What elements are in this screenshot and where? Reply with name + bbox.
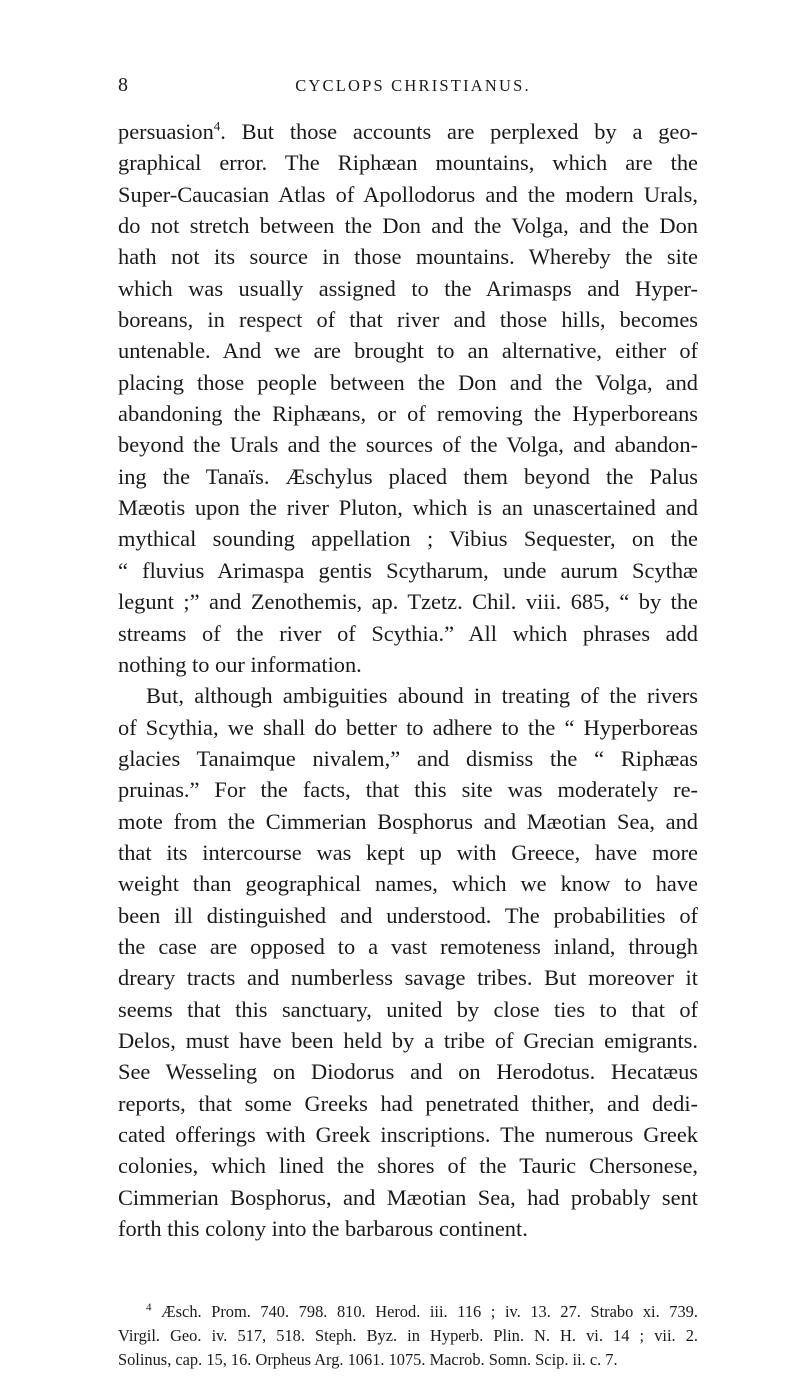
- running-title: CYCLOPS CHRISTIANUS.: [295, 76, 531, 95]
- text-line: weight than geographical names, which we know to have: [118, 871, 698, 897]
- text-line: “ fluvius Arimaspa gentis Scytharum, unde aurum Scythæ: [118, 557, 698, 583]
- text-line: the case are opposed to a vast remoteness inland, through: [118, 933, 698, 959]
- text-line: been ill distinguished and understood. The probabilities of: [118, 902, 698, 928]
- text-line: do not stretch between the Don and the Volga, and the Don: [118, 213, 698, 239]
- body-text: [118, 116, 698, 1244]
- text-line: [118, 116, 698, 147]
- footnote-mark: 4: [146, 1301, 152, 1314]
- text-line: Delos, must have been held by a tribe of Grecian emigrants.: [118, 1027, 698, 1053]
- footnote-line: Solinus, cap. 15, 16. Orpheus Arg. 1061. 1075. Macrob. Somn. Scip. ii. c. 7.: [118, 1350, 618, 1369]
- text-line: Mæotis upon the river Pluton, which is an unascertained and: [118, 495, 698, 521]
- text-line: But, although ambiguities abound in treating of the rivers: [146, 683, 698, 709]
- text-line: reports, that some Greeks had penetrated thither, and dedi-: [118, 1090, 698, 1116]
- footnote-line: Virgil. Geo. iv. 517, 518. Steph. Byz. in Hyperb. Plin. N. H. vi. 14 ; vii. 2.: [118, 1326, 698, 1345]
- text-line: of Scythia, we shall do better to adhere to the “ Hyperboreas: [118, 714, 698, 740]
- text-line: placing those people between the Don and the Volga, and: [118, 369, 698, 395]
- text-line: ing the Tanaïs. Æschylus placed them beyond the Palus: [118, 463, 698, 489]
- text-line: untenable. And we are brought to an alternative, either of: [118, 338, 698, 364]
- text-line: nothing to our information.: [118, 651, 362, 677]
- text-line: Super-Caucasian Atlas of Apollodorus and the modern Urals,: [118, 181, 698, 207]
- text-line: glacies Tanaimque nivalem,” and dismiss the “ Riphæas: [118, 745, 698, 771]
- running-head: [118, 74, 678, 102]
- paragraph-2: [118, 680, 698, 1244]
- text-line-rest: . But those accounts are perplexed by a geo-: [220, 119, 698, 144]
- footnotes: [118, 1300, 698, 1372]
- text-line: dreary tracts and numberless savage tribes. But moreover it: [118, 965, 698, 991]
- text-line: beyond the Urals and the sources of the Volga, and abandon-: [118, 432, 698, 458]
- text-line: graphical error. The Riphæan mountains, which are the: [118, 150, 698, 176]
- text-line: seems that this sanctuary, united by close ties to that of: [118, 996, 698, 1022]
- text-line: that its intercourse was kept up with Greece, have more: [118, 839, 698, 865]
- text-line: which was usually assigned to the Arimasps and Hyper-: [118, 275, 698, 301]
- page-number: 8: [118, 74, 128, 96]
- text-line: mote from the Cimmerian Bosphorus and Mæotian Sea, and: [118, 808, 698, 834]
- text-line: colonies, which lined the shores of the Tauric Chersonese,: [118, 1153, 698, 1179]
- text-line: forth this colony into the barbarous continent.: [118, 1216, 528, 1242]
- text-line: hath not its source in those mountains. Whereby the site: [118, 244, 698, 270]
- text-line: abandoning the Riphæans, or of removing the Hyperboreans: [118, 401, 698, 427]
- text-line: boreans, in respect of that river and those hills, becomes: [118, 307, 698, 333]
- text-line: mythical sounding appellation ; Vibius Sequester, on the: [118, 526, 698, 552]
- paragraph-1: [118, 116, 698, 680]
- footnote-ref: 4: [213, 118, 221, 134]
- text-line: Cimmerian Bosphorus, and Mæotian Sea, had probably sent: [118, 1184, 698, 1210]
- footnote-line: [118, 1300, 698, 1324]
- text-line: See Wesseling on Diodorus and on Herodotus. Hecatæus: [118, 1059, 698, 1085]
- text-line: legunt ;” and Zenothemis, ap. Tzetz. Chil. viii. 685, “ by the: [118, 589, 698, 615]
- text-line: cated offerings with Greek inscriptions. The numerous Greek: [118, 1122, 698, 1147]
- text-line: streams of the river of Scythia.” All which phrases add: [118, 620, 698, 646]
- text-line: pruinas.” For the facts, that this site was moderately re-: [118, 777, 698, 803]
- text-line-start: persuasion: [118, 119, 214, 144]
- footnote-text: Æsch. Prom. 740. 798. 810. Herod. iii. 116 ; iv. 13. 27. Strabo xi. 739.: [161, 1302, 698, 1321]
